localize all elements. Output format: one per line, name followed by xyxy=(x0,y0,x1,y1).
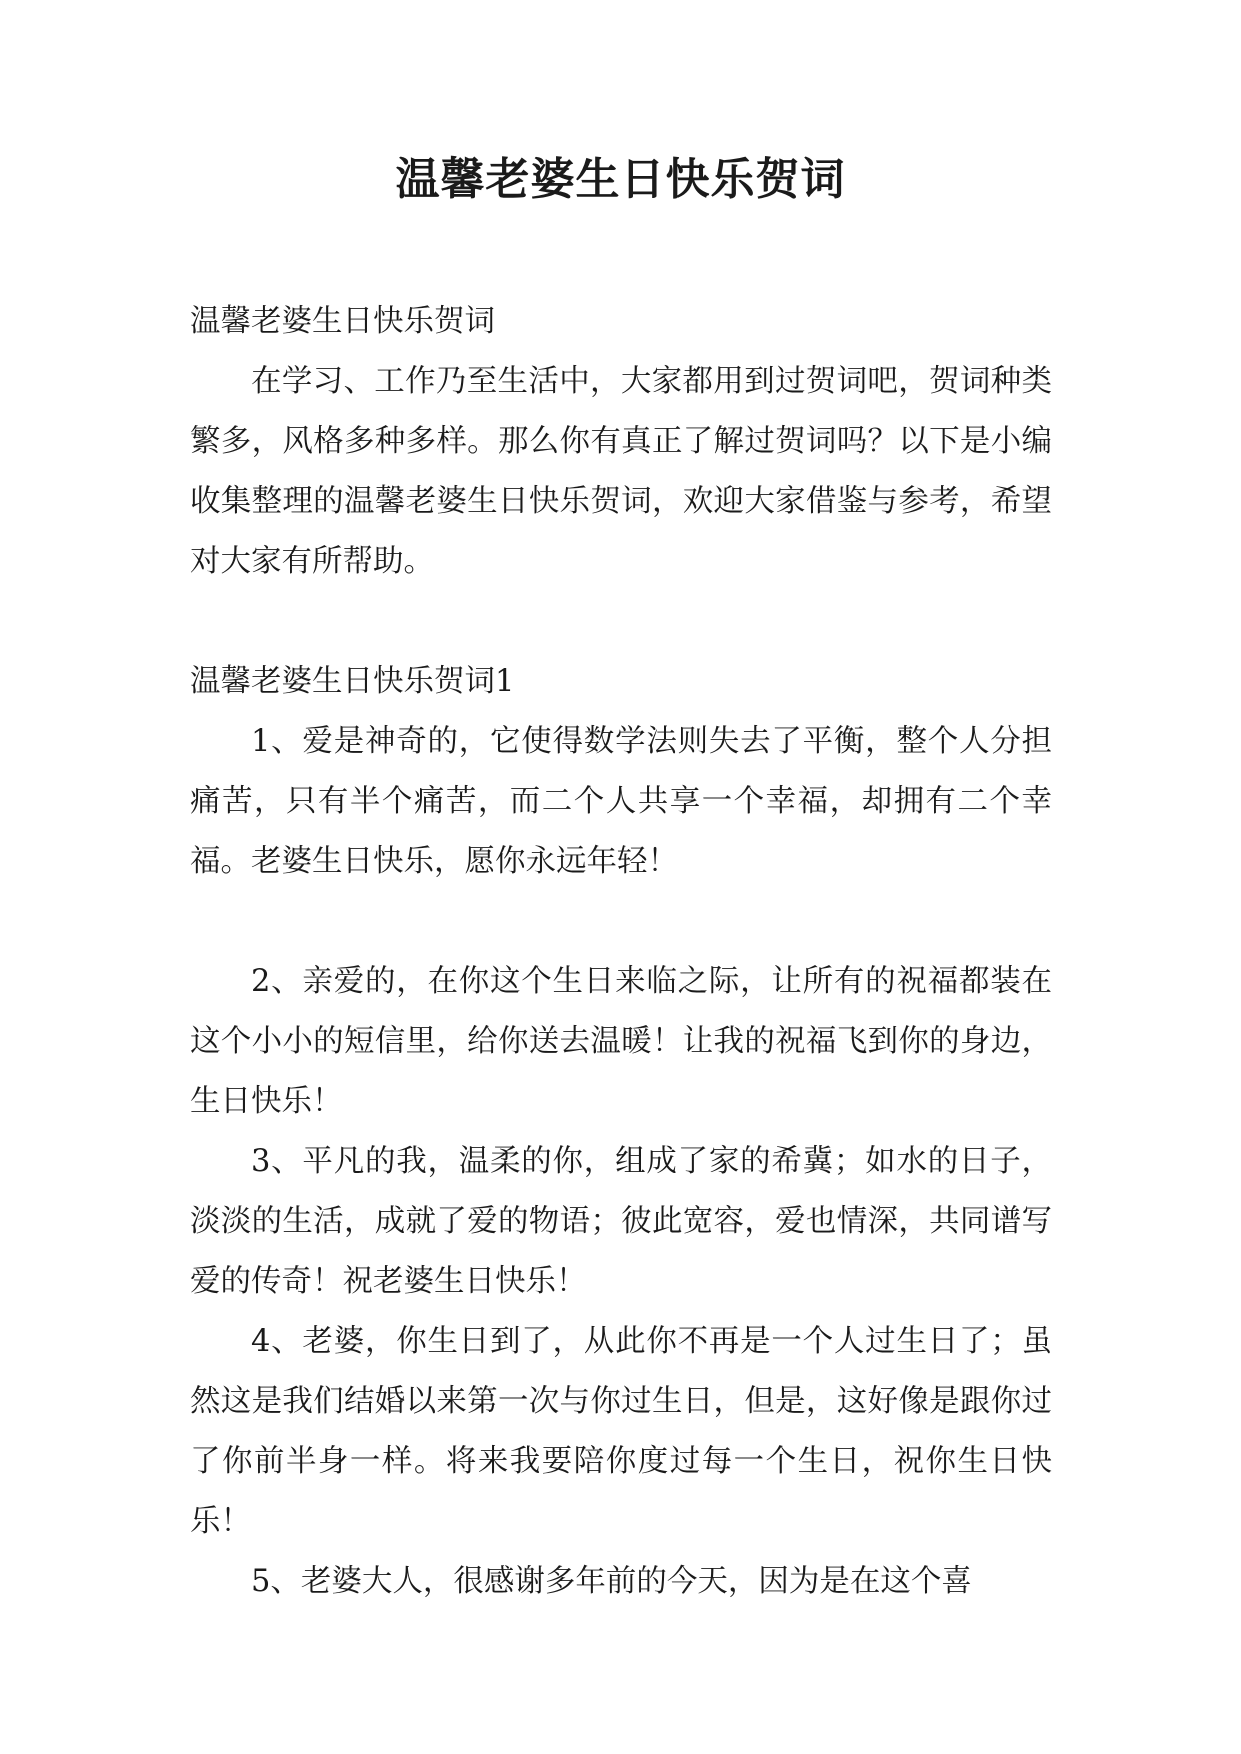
document-body xyxy=(190,292,1052,1612)
wish-item-2: 2、亲爱的，在你这个生日来临之际，让所有的祝福都装在这个小小的短信里，给你送去温暖！让我的祝福飞到你的身边，生日快乐！ xyxy=(190,964,1052,1119)
intro-paragraph: 在学习、工作乃至生活中，大家都用到过贺词吧，贺词种类繁多，风格多种多样。那么你有真正了解过贺词吗？以下是小编收集整理的温馨老婆生日快乐贺词，欢迎大家借鉴与参考，希望对大家有所帮助。 xyxy=(190,364,1052,579)
wish-item-5: 5、老婆大人，很感谢多年前的今天，因为是在这个喜 xyxy=(251,1564,972,1599)
document-title: 温馨老婆生日快乐贺词 xyxy=(395,154,846,205)
wish-item-4: 4、老婆，你生日到了，从此你不再是一个人过生日了；虽然这是我们结婚以来第一次与你过生日，但是，这好像是跟你过了你前半身一样。将来我要陪你度过每一个生日，祝你生日快乐！ xyxy=(190,1324,1052,1539)
wish-item-1: 1、爱是神奇的，它使得数学法则失去了平衡，整个人分担痛苦，只有半个痛苦，而二个人共享一个幸福，却拥有二个幸福。老婆生日快乐，愿你永远年轻！ xyxy=(190,724,1052,879)
document-subtitle: 温馨老婆生日快乐贺词 xyxy=(190,304,495,339)
wish-item-3: 3、平凡的我，温柔的你，组成了家的希冀；如水的日子，淡淡的生活，成就了爱的物语；彼此宽容，爱也情深，共同谱写爱的传奇！祝老婆生日快乐！ xyxy=(190,1144,1052,1299)
section-heading: 温馨老婆生日快乐贺词1 xyxy=(190,664,515,699)
